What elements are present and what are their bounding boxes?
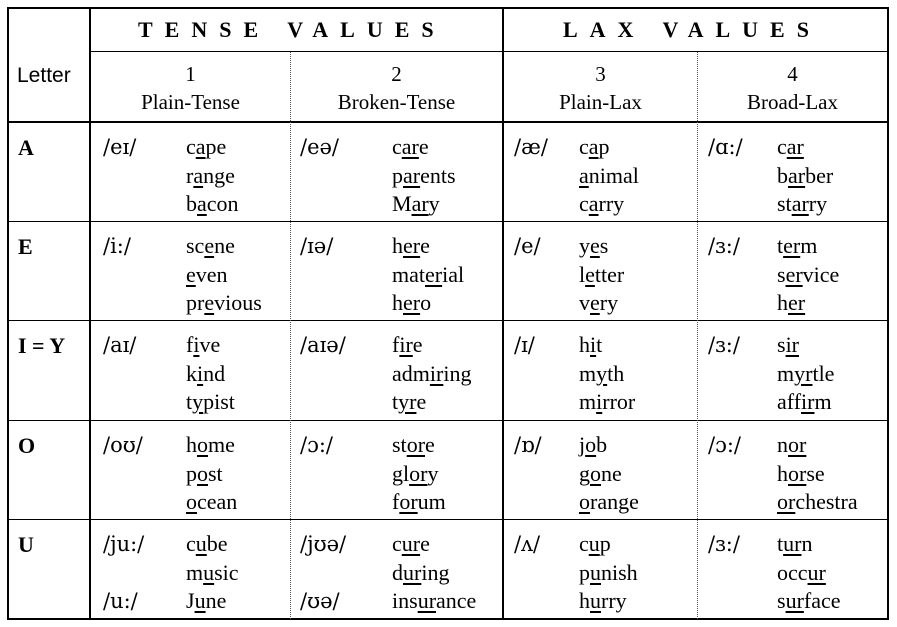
example-word <box>579 190 624 218</box>
word-part: con <box>206 191 239 216</box>
underlined-vowel-spelling: ur <box>417 588 437 613</box>
word-part: face <box>803 588 841 613</box>
underlined-vowel-spelling: ur <box>807 559 826 585</box>
row-letter: I = Y <box>18 333 66 358</box>
letter-column-heading: Letter <box>17 64 71 87</box>
example-word <box>392 587 476 615</box>
underlined-vowel-spelling: ar <box>411 191 429 216</box>
column-name: Broad-Lax <box>747 90 838 114</box>
word-part: c <box>777 134 787 159</box>
column-number: 1 <box>185 62 196 86</box>
underlined-vowel-spelling: yr <box>794 360 813 386</box>
word-part: e <box>420 531 430 556</box>
example-word <box>579 587 627 615</box>
word-part: c <box>392 531 402 556</box>
word-part: h <box>579 332 590 357</box>
word-part: c <box>579 191 589 216</box>
word-part: ne <box>205 588 227 613</box>
underlined-vowel-spelling: ur <box>783 531 802 556</box>
example-word <box>186 289 262 317</box>
table-border-top <box>7 7 889 9</box>
word-part: g <box>579 460 590 486</box>
example-word <box>186 530 228 558</box>
underlined-vowel-spelling: a <box>588 134 599 159</box>
row-letter: U <box>18 532 34 557</box>
example-word <box>777 559 826 587</box>
ipa-symbol: /ɪ/ <box>514 333 535 357</box>
underlined-vowel-spelling: or <box>406 432 426 457</box>
word-part: h <box>777 290 788 315</box>
example-word <box>777 133 804 161</box>
table-border-right <box>887 7 889 620</box>
word-part: ne <box>601 460 622 486</box>
word-part: f <box>392 489 400 514</box>
word-part: th <box>607 360 625 386</box>
ipa-symbol: /e/ <box>514 234 541 258</box>
example-word <box>579 232 608 260</box>
column-name: Plain-Lax <box>559 90 642 114</box>
example-word <box>186 162 235 190</box>
ipa-symbol: /aɪ/ <box>103 333 137 357</box>
underlined-vowel-spelling: er <box>425 261 443 287</box>
example-word <box>186 587 226 615</box>
underlined-vowel-spelling: er <box>785 261 803 287</box>
word-part: ve <box>199 332 221 357</box>
underlined-vowel-spelling: a <box>579 162 589 188</box>
ipa-symbol: /ʌ/ <box>514 532 541 556</box>
underlined-vowel-spelling: i <box>590 332 597 357</box>
word-part: M <box>392 191 412 216</box>
word-part: c <box>186 531 196 556</box>
example-word <box>579 289 618 317</box>
column-divider-dotted <box>290 52 291 619</box>
word-part: nge <box>203 162 235 188</box>
word-part: h <box>392 233 403 258</box>
ipa-symbol: /u:/ <box>103 589 138 613</box>
underlined-vowel-spelling: a <box>197 191 207 216</box>
example-word <box>186 431 235 459</box>
underlined-vowel-spelling: i <box>596 389 603 414</box>
example-word <box>777 587 841 615</box>
word-part: gl <box>392 460 410 486</box>
word-part: m <box>579 360 597 386</box>
word-part: nish <box>601 559 638 585</box>
example-word <box>392 133 429 161</box>
word-part: t <box>777 233 784 258</box>
word-part: range <box>590 489 639 514</box>
ipa-symbol: /ɑ:/ <box>708 135 743 159</box>
underlined-vowel-spelling: a <box>195 134 206 159</box>
underlined-vowel-spelling: e <box>204 233 215 258</box>
underlined-vowel-spelling: u <box>203 559 215 585</box>
underlined-vowel-spelling: o <box>197 460 208 486</box>
word-part: h <box>777 460 788 486</box>
example-word <box>392 431 435 459</box>
word-part: p <box>579 559 590 585</box>
underlined-vowel-spelling: or <box>399 489 418 514</box>
example-word <box>392 488 446 516</box>
row-letter: O <box>18 433 36 458</box>
example-word <box>777 289 805 317</box>
row-letter: A <box>18 135 34 160</box>
word-part: p <box>392 162 403 188</box>
word-part: ins <box>392 588 418 613</box>
group-header-underline <box>89 51 889 52</box>
tense-values-heading: TENSE VALUES <box>138 17 446 42</box>
word-part: t <box>392 389 399 414</box>
underlined-vowel-spelling: i <box>197 360 204 386</box>
word-part: ents <box>420 162 456 188</box>
underlined-vowel-spelling: or <box>788 460 807 486</box>
word-part: l <box>579 261 586 287</box>
word-part: o <box>420 290 432 315</box>
underlined-vowel-spelling: u <box>590 559 601 585</box>
word-part: b <box>777 162 788 188</box>
underlined-vowel-spelling: e <box>585 261 595 287</box>
ipa-symbol: /ɜ:/ <box>708 234 740 258</box>
example-word <box>579 388 635 416</box>
column-number: 2 <box>391 62 402 86</box>
word-part: ven <box>195 261 228 287</box>
example-word <box>392 331 423 359</box>
underlined-vowel-spelling: u <box>195 531 207 556</box>
underlined-vowel-spelling: or <box>777 489 796 514</box>
word-part: pr <box>186 290 205 315</box>
ipa-symbol: /æ/ <box>514 135 548 159</box>
underlined-vowel-spelling: o <box>585 432 597 457</box>
column-divider-dotted <box>697 52 698 619</box>
underlined-vowel-spelling: o <box>590 460 601 486</box>
column-heading-plain-tense <box>92 60 289 116</box>
word-part: t <box>186 389 193 414</box>
word-part: st <box>777 191 792 216</box>
underlined-vowel-spelling: or <box>409 460 428 486</box>
example-word <box>777 431 806 459</box>
word-part: ry <box>599 290 619 315</box>
row-divider <box>7 221 889 222</box>
example-word <box>186 331 220 359</box>
word-part: chestra <box>795 489 858 514</box>
underlined-vowel-spelling: y <box>192 389 204 414</box>
ipa-symbol: /jʊə/ <box>300 532 347 556</box>
underlined-vowel-spelling: ir <box>785 332 800 357</box>
word-part: d <box>392 559 403 585</box>
word-part: s <box>777 332 786 357</box>
underlined-vowel-spelling: e <box>204 290 215 315</box>
table-border-left <box>7 7 9 620</box>
example-word <box>579 162 639 190</box>
underlined-vowel-spelling: o <box>186 489 197 514</box>
example-word <box>579 261 624 289</box>
lax-values-heading: LAX VALUES <box>563 17 821 42</box>
underlined-vowel-spelling: e <box>186 261 196 287</box>
ipa-symbol: /eə/ <box>300 135 340 159</box>
ipa-symbol: /ɜ:/ <box>708 333 740 357</box>
underlined-vowel-spelling: ar <box>791 191 809 216</box>
underlined-vowel-spelling: e <box>590 233 600 258</box>
row-letter: E <box>18 234 33 259</box>
example-word <box>579 133 610 161</box>
word-part: c <box>186 134 196 159</box>
ipa-symbol: /ju:/ <box>103 532 145 556</box>
ipa-symbol: /oʊ/ <box>103 433 143 457</box>
word-part: mat <box>392 261 425 287</box>
example-word <box>186 261 228 289</box>
underlined-vowel-spelling: u <box>588 531 600 556</box>
ipa-symbol: /ɔ:/ <box>708 433 741 457</box>
word-part: se <box>806 460 825 486</box>
word-part: n <box>801 531 813 556</box>
underlined-vowel-spelling: yr <box>398 389 417 414</box>
word-part: nd <box>203 360 226 386</box>
underlined-vowel-spelling: ur <box>403 559 422 585</box>
word-part: c <box>392 134 402 159</box>
example-word <box>186 488 237 516</box>
word-part: y <box>427 460 439 486</box>
word-part: rror <box>602 389 636 414</box>
word-part: f <box>392 332 400 357</box>
underlined-vowel-spelling: u <box>194 588 206 613</box>
word-part: st <box>208 460 223 486</box>
column-heading-broken-tense <box>291 60 502 116</box>
row-divider <box>7 519 889 520</box>
letter-column-divider <box>89 7 91 620</box>
ipa-symbol: /aɪə/ <box>300 333 346 357</box>
example-word <box>579 360 624 388</box>
example-word <box>186 133 226 161</box>
underlined-vowel-spelling: y <box>596 360 608 386</box>
word-part: h <box>579 588 590 613</box>
word-part: s <box>777 261 786 287</box>
example-word <box>579 488 639 516</box>
example-word <box>186 559 239 587</box>
underlined-vowel-spelling: a <box>588 191 599 216</box>
example-word <box>392 388 426 416</box>
word-part: s <box>777 588 786 613</box>
underlined-vowel-spelling: o <box>579 489 590 514</box>
word-part: f <box>186 332 194 357</box>
ipa-symbol: /eɪ/ <box>103 135 137 159</box>
word-part: s <box>599 233 609 258</box>
word-part: p <box>599 531 611 556</box>
example-word <box>777 360 834 388</box>
example-word <box>392 232 430 260</box>
word-part: J <box>186 588 195 613</box>
word-part: be <box>206 531 228 556</box>
ipa-symbol: /ɜ:/ <box>708 532 740 556</box>
word-part: t <box>777 531 784 556</box>
word-part: rry <box>598 191 625 216</box>
word-part: h <box>392 290 403 315</box>
example-word <box>579 460 622 488</box>
column-heading-broad-lax <box>698 60 887 116</box>
underlined-vowel-spelling: u <box>590 588 601 613</box>
column-heading-plain-lax <box>504 60 697 116</box>
example-word <box>392 289 431 317</box>
underlined-vowel-spelling: a <box>193 162 204 188</box>
word-part: pist <box>203 389 235 414</box>
header-bottom-line <box>7 121 889 123</box>
word-part: c <box>579 531 589 556</box>
ipa-symbol: /ʊə/ <box>300 589 340 613</box>
underlined-vowel-spelling: er <box>403 233 421 258</box>
word-part: p <box>598 134 610 159</box>
word-part: ing <box>421 559 450 585</box>
word-part: ne <box>214 233 235 258</box>
word-part: tter <box>594 261 625 287</box>
underlined-vowel-spelling: i <box>193 332 200 357</box>
example-word <box>392 190 440 218</box>
word-part: nimal <box>588 162 639 188</box>
word-part: e <box>418 134 429 159</box>
example-word <box>777 261 839 289</box>
word-part: e <box>420 233 430 258</box>
word-part: ance <box>436 588 477 613</box>
word-part: v <box>579 290 590 315</box>
word-part: y <box>579 233 590 258</box>
example-word <box>392 559 449 587</box>
example-word <box>579 431 607 459</box>
table-border-bottom <box>7 618 889 620</box>
underlined-vowel-spelling: e <box>590 290 600 315</box>
word-part: pe <box>205 134 227 159</box>
word-part: sic <box>214 559 239 585</box>
word-part: vice <box>802 261 840 287</box>
word-part: b <box>186 191 197 216</box>
word-part: me <box>208 432 235 457</box>
example-word <box>579 559 638 587</box>
word-part: h <box>186 432 197 457</box>
underlined-vowel-spelling: ar <box>401 134 419 159</box>
word-part: r <box>186 162 194 188</box>
word-part: y <box>428 191 440 216</box>
example-word <box>579 530 611 558</box>
example-word <box>777 488 858 516</box>
example-word <box>392 530 430 558</box>
word-part: k <box>186 360 197 386</box>
word-part: adm <box>392 360 430 386</box>
word-part: m <box>800 233 818 258</box>
example-word <box>777 530 812 558</box>
word-part: tle <box>812 360 835 386</box>
word-part: cean <box>197 489 238 514</box>
word-part: j <box>579 432 586 457</box>
word-part: ing <box>443 360 472 386</box>
word-part: c <box>579 134 589 159</box>
word-part: e <box>416 389 427 414</box>
underlined-vowel-spelling: ur <box>401 531 421 556</box>
underlined-vowel-spelling: ir <box>429 360 444 386</box>
word-part: ial <box>442 261 465 287</box>
word-part: aff <box>777 389 802 414</box>
ipa-symbol: /ɪə/ <box>300 234 334 258</box>
example-word <box>392 162 456 190</box>
example-word <box>392 460 438 488</box>
underlined-vowel-spelling: or <box>788 432 807 457</box>
word-part: n <box>777 432 788 457</box>
example-word <box>186 460 223 488</box>
word-part: ber <box>805 162 834 188</box>
underlined-vowel-spelling: ir <box>399 332 413 357</box>
word-part: m <box>579 389 597 414</box>
word-part: st <box>392 432 407 457</box>
word-part: rry <box>601 588 627 613</box>
example-word <box>777 388 832 416</box>
example-word <box>579 331 602 359</box>
example-word <box>777 190 827 218</box>
example-word <box>777 331 799 359</box>
ipa-symbol: /i:/ <box>103 234 131 258</box>
word-part: m <box>814 389 832 414</box>
example-word <box>186 360 225 388</box>
example-word <box>186 190 239 218</box>
row-divider <box>7 320 889 321</box>
word-part: sc <box>186 233 205 258</box>
underlined-vowel-spelling: er <box>403 290 421 315</box>
word-part: ry <box>808 191 828 216</box>
example-word <box>777 232 817 260</box>
word-part: e <box>412 332 423 357</box>
underlined-vowel-spelling: ir <box>801 389 815 414</box>
word-part: occ <box>777 559 808 585</box>
underlined-vowel-spelling: ur <box>785 588 804 613</box>
example-word <box>186 388 235 416</box>
word-part: m <box>777 360 795 386</box>
example-word <box>392 360 471 388</box>
word-part: m <box>186 559 204 585</box>
column-number: 3 <box>595 62 606 86</box>
word-part: vious <box>214 290 262 315</box>
row-divider <box>7 420 889 421</box>
example-word <box>392 261 464 289</box>
underlined-vowel-spelling: ar <box>403 162 421 188</box>
word-part: um <box>417 489 446 514</box>
column-number: 4 <box>787 62 798 86</box>
column-name: Broken-Tense <box>337 90 456 114</box>
word-part: p <box>186 460 197 486</box>
underlined-vowel-spelling: er <box>783 233 801 258</box>
example-word <box>777 162 833 190</box>
example-word <box>777 460 825 488</box>
example-word <box>186 232 235 260</box>
ipa-symbol: /ɔ:/ <box>300 433 333 457</box>
underlined-vowel-spelling: ar <box>786 134 804 159</box>
ipa-symbol: /ɒ/ <box>514 433 542 457</box>
column-name: Plain-Tense <box>141 90 240 114</box>
word-part: b <box>596 432 608 457</box>
word-part: e <box>425 432 435 457</box>
underlined-vowel-spelling: ar <box>788 162 806 188</box>
word-part: t <box>596 332 603 357</box>
underlined-vowel-spelling: o <box>197 432 208 457</box>
underlined-vowel-spelling: er <box>788 290 806 315</box>
